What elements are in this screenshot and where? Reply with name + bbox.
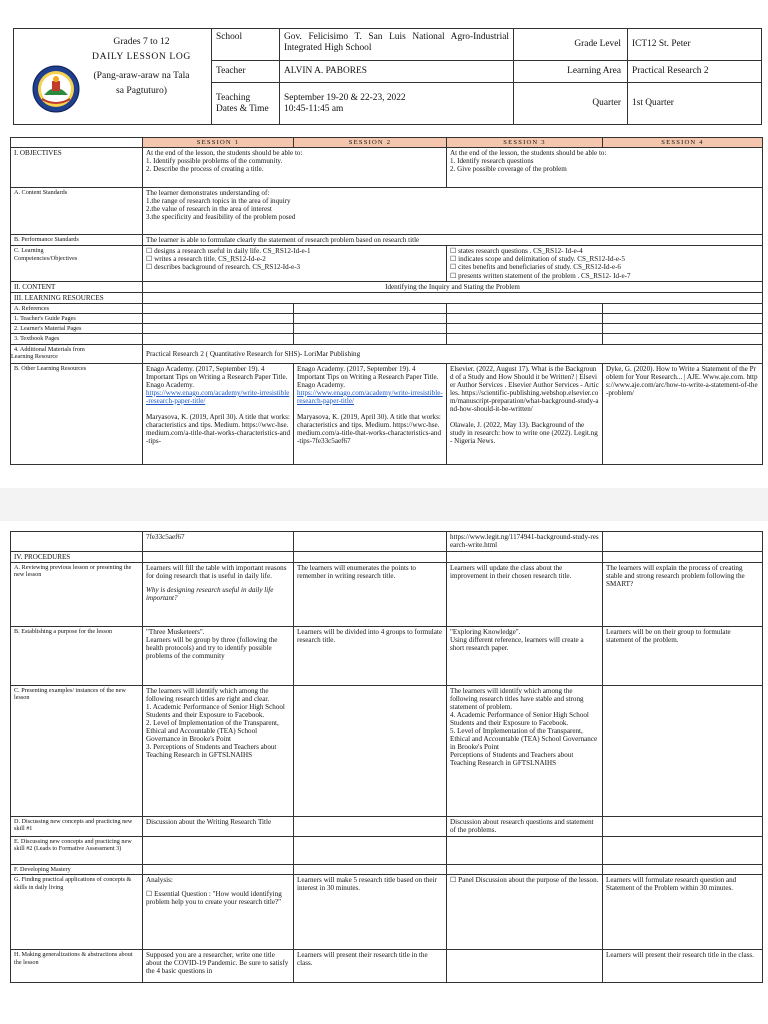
procedure-a-label: A. Reviewing previous lesson or presenting the new lesson <box>11 563 143 627</box>
continued-session-2 <box>294 532 447 552</box>
procedure-a-session-3: Learners will update the class about the improvement in their chosen research title. <box>447 563 603 627</box>
teacher-value: ALVIN A. PABORES <box>280 61 514 83</box>
empty-cell <box>603 313 763 323</box>
empty-cell <box>143 324 294 334</box>
continued-label-cell <box>11 532 143 552</box>
continued-session-3: https://www.legit.ng/1174941-background-study-research-write.html <box>447 532 603 552</box>
empty-cell <box>603 324 763 334</box>
procedure-text: Analysis: <box>146 876 173 885</box>
procedure-g-session-4: Learners will formulate research question and Statement of the Problem within 30 minutes. <box>603 875 763 950</box>
competency-item: ☐ presents written statement of the problem . CS_RS12- Id-e-7 <box>450 271 631 280</box>
motto-line-1: (Pang-araw-araw na Tala <box>93 69 190 81</box>
procedure-text: The learners will identify which among the following research titles have stable and strong statement of problem. <box>450 687 584 712</box>
teaching-time-value: 10:45-11:45 am <box>284 103 344 114</box>
teachers-guide-label: 1. Teacher's Guide Pages <box>11 313 143 323</box>
learning-resources-label: III. LEARNING RESOURCES <box>11 292 143 303</box>
empty-cell <box>447 313 603 323</box>
procedure-a-session-4: The learners will explain the process of creating stable and strong research problem following the SMART? <box>603 563 763 627</box>
example-title: 5. Level of Implementation of the Transparent, Ethical and Accountable (TEA) School Governance in Brooke's Point <box>450 727 598 752</box>
empty-cell <box>143 552 294 563</box>
procedure-text: Using different reference, learners will create a short research paper. <box>450 636 584 653</box>
procedure-e-label: E. Discussing new concepts and practicing new skill #2 (Leads to Formative Assessment 3) <box>11 837 143 865</box>
empty-cell <box>143 334 294 344</box>
procedure-b-session-4: Learners will be on their group to formulate statement of the problem. <box>603 627 763 686</box>
objectives-label: I. OBJECTIVES <box>11 148 143 188</box>
learning-area-label: Learning Area <box>514 61 628 83</box>
teaching-dates-value <box>280 83 514 125</box>
competency-item: ☐ writes a research title. CS_RS12-Id-e-2 <box>146 255 266 264</box>
example-title: 1. Academic Performance of Senior High School Students and their Exposure to Facebook. <box>146 703 285 720</box>
grade-level-value: ICT12 St. Peter <box>628 29 762 61</box>
content-label: II. CONTENT <box>11 281 143 292</box>
procedure-c-session-1 <box>143 686 294 817</box>
empty-cell <box>294 334 447 344</box>
procedure-c-session-4 <box>603 686 763 817</box>
teaching-dates-label-line1: Teaching <box>216 92 251 103</box>
reference-entry: Maryasova, K. (2019, April 30). A title that works: characteristics and tips. Medium. https://wwc-hse.medium.com/a-title-that-works-characteristics-and-tips-7fe33c5aef67 <box>297 412 441 445</box>
session-2-header: SESSION 2 <box>294 138 447 148</box>
additional-materials-label <box>11 344 143 363</box>
content-standards-line: 1.the range of research topics in the area of inquiry <box>146 197 291 206</box>
reference-entry: Dyke, G. (2020). How to Write a Statement of the Problem for Your Research... | AJE. Www.aje.com. https://www.aje.com/arc/how-to-write-a-statement-of-the-problem/ <box>606 364 758 397</box>
empty-cell <box>447 865 603 875</box>
content-text: Identifying the Inquiry and Stating the Problem <box>143 281 763 292</box>
procedure-a-session-1 <box>143 563 294 627</box>
grade-level-label: Grade Level <box>514 29 628 61</box>
teaching-dates-label-line2: Dates & Time <box>216 103 269 114</box>
content-standards-line: 2.the value of research in the area of interest <box>146 205 272 214</box>
reference-link[interactable]: https://www.enago.com/academy/write-irresistible-research-paper-title/ <box>297 388 443 405</box>
procedure-d-session-4 <box>603 817 763 837</box>
grades-label: Grades 7 to 12 <box>113 36 170 47</box>
content-standards-line: The learner demonstrates understanding of: <box>146 189 270 198</box>
objective-item: 1. Identify possible problems of the community. <box>146 157 283 166</box>
objectives-intro: At the end of the lesson, the students should be able to: <box>450 149 607 158</box>
empty-cell <box>603 837 763 865</box>
procedure-g-session-1 <box>143 875 294 950</box>
procedure-text: Learners will be group by three (following the health protocols) and try to identify possible problems of the community <box>146 636 278 661</box>
page-2 <box>0 521 768 1024</box>
procedure-h-label: H. Making generalizations & abstractions about the lesson <box>11 950 143 983</box>
references-label: A. References <box>11 303 143 313</box>
competencies-label <box>11 246 143 281</box>
procedure-text: The learners will identify which among the following research titles are right and clear. <box>146 687 270 704</box>
reference-entry: Maryasova, K. (2019, April 30). A title that works: characteristics and tips. Medium. https://wwc-hse.medium.com/a-title-that-works-characteristics-and-tips- <box>146 412 290 445</box>
empty-cell <box>447 552 603 563</box>
competencies-session-1-2 <box>143 246 447 281</box>
competencies-label-line2: Competencies/Objectives <box>14 254 78 262</box>
performance-standards-text: The learner is able to formulate clearly the statement of research problem based on research title <box>143 235 763 246</box>
content-standards-line: 3.the specificity and feasibility of the problem posed <box>146 213 296 222</box>
procedure-a-session-2: The learners will enumerates the points to remember in writing research title. <box>294 563 447 627</box>
motto-line-2: sa Pagtuturo) <box>116 84 167 96</box>
header-table <box>13 28 762 125</box>
reference-entry: Elsevier. (2022, August 17). What is the Background of a Study and How Should it be Written? | Elsevier Author Services . Elsevier Author Services - Articles. https://scientific-publishing.webshop.elsevier.com/manuscript-preparation/what-background-study-and-how-should-it-be-written/ <box>450 364 599 413</box>
objectives-session-1-2 <box>143 148 447 188</box>
empty-cell <box>143 303 294 313</box>
teaching-dates-value-line1: September 19-20 & 22-23, 2022 <box>284 92 406 103</box>
empty-cell <box>294 552 447 563</box>
header-title-block <box>74 35 209 98</box>
empty-cell <box>294 865 447 875</box>
session-4-header: SESSION 4 <box>603 138 763 148</box>
school-value: Gov. Felicisimo T. San Luis National Agro-Industrial Integrated High School <box>280 29 514 61</box>
page-1 <box>0 0 768 488</box>
competency-item: ☐ designs a research useful in daily life. CS_RS12-Id-e-1 <box>146 247 311 256</box>
header-left-cell <box>14 29 212 125</box>
objectives-intro: At the end of the lesson, the students should be able to: <box>146 149 303 158</box>
deped-seal-logo <box>32 65 80 113</box>
competencies-label-line1: C. Learning <box>14 247 44 255</box>
other-resources-session-3 <box>447 363 603 464</box>
procedure-b-session-3 <box>447 627 603 686</box>
procedure-b-label: B. Establishing a purpose for the lesson <box>11 627 143 686</box>
school-label: School <box>212 29 280 61</box>
daily-lesson-log-title: DAILY LESSON LOG <box>92 50 191 62</box>
competency-item: ☐ indicates scope and delimitation of study. CS_RS12-Id-e-5 <box>450 255 625 264</box>
reference-link[interactable]: https://www.enago.com/academy/write-irresistible-research-paper-title/ <box>146 388 290 405</box>
continued-session-4 <box>603 532 763 552</box>
other-resources-label: B. Other Learning Resources <box>11 363 143 464</box>
procedure-b-session-2: Learners will be divided into 4 groups to formulate research title. <box>294 627 447 686</box>
procedure-f-label: F. Developing Mastery <box>11 865 143 875</box>
example-title: Perceptions of Students and Teachers about Teaching Research in GFTSLNAIHS <box>450 751 574 768</box>
empty-cell <box>143 313 294 323</box>
lesson-table-page-1 <box>10 137 763 465</box>
procedure-g-session-2: Learners will make 5 research title based on their interest in 30 minutes. <box>294 875 447 950</box>
activity-title: "Three Musketeers". <box>146 628 205 637</box>
procedure-h-session-3 <box>447 950 603 983</box>
procedure-h-session-2: Learners will present their research title in the class. <box>294 950 447 983</box>
additional-materials-label-line2: Learning Resource <box>11 353 58 361</box>
quarter-label: Quarter <box>514 83 628 125</box>
guide-question: Why is designing research useful in daily life important? <box>146 586 274 603</box>
empty-cell <box>447 324 603 334</box>
essential-question: ☐ Essential Question : "How would identifying problem help you to create your research title?" <box>146 890 282 907</box>
competency-item: ☐ describes background of research. CS_RS12-Id-e-3 <box>146 263 301 272</box>
empty-cell <box>294 303 447 313</box>
procedure-b-session-1 <box>143 627 294 686</box>
learners-material-label: 2. Learner's Material Pages <box>11 324 143 334</box>
competency-item: ☐ cites benefits and beneficiaries of study. CS_RS12-Id-e-6 <box>450 263 621 272</box>
procedure-h-session-1: Supposed you are a researcher, write one title about the COVID-19 Pandemic. Be sure to satisfy the 4 basic questions in <box>143 950 294 983</box>
procedure-text: Learners will fill the table with important reasons for doing research that is useful in daily life. <box>146 564 287 581</box>
empty-cell <box>143 865 294 875</box>
procedures-label: IV. PROCEDURES <box>11 552 143 563</box>
procedure-h-session-4: Learners will present their research title in the class. <box>603 950 763 983</box>
empty-cell <box>294 313 447 323</box>
lesson-table-page-2 <box>10 531 763 983</box>
competencies-session-3-4 <box>447 246 763 281</box>
procedure-g-label: G. Finding practical applications of concepts & skills in daily living <box>11 875 143 950</box>
procedure-g-session-3: ☐ Panel Discussion about the purpose of the lesson. <box>447 875 603 950</box>
continued-session-1: 7fe33c5aef67 <box>143 532 294 552</box>
example-title: 3. Perceptions of Students and Teachers about Teaching Research in GFTSLNAIHS <box>146 743 277 760</box>
objective-item: 2. Describe the process of creating a title. <box>146 165 264 174</box>
teacher-label: Teacher <box>212 61 280 83</box>
empty-cell <box>447 837 603 865</box>
session-1-header: SESSION 1 <box>143 138 294 148</box>
procedure-d-session-3: Discussion about research questions and statement of the problems. <box>447 817 603 837</box>
empty-cell <box>603 334 763 344</box>
procedure-d-session-1: Discussion about the Writing Research Title <box>143 817 294 837</box>
other-resources-session-1 <box>143 363 294 464</box>
teaching-dates-label <box>212 83 280 125</box>
empty-cell <box>603 552 763 563</box>
procedure-c-session-3 <box>447 686 603 817</box>
objectives-session-3-4 <box>447 148 763 188</box>
reference-entry: Olawale, J. (2022, May 13). Background of the study in research: how to write one (2022). Legit.ng - Nigeria News. <box>450 420 598 445</box>
objective-item: 2. Give possible coverage of the problem <box>450 165 567 174</box>
corner-cell <box>11 138 143 148</box>
content-standards-label: A. Content Standards <box>11 188 143 235</box>
procedure-c-session-2 <box>294 686 447 817</box>
additional-materials-text: Practical Research 2 ( Quantitative Research for SHS)- LoriMar Publishing <box>143 344 763 363</box>
empty-cell <box>603 865 763 875</box>
empty-cell <box>603 303 763 313</box>
procedure-d-session-2 <box>294 817 447 837</box>
empty-cell <box>294 324 447 334</box>
learning-area-value: Practical Research 2 <box>628 61 762 83</box>
learning-resources-empty <box>143 292 763 303</box>
procedure-c-label: C. Presenting examples/ instances of the new lesson <box>11 686 143 817</box>
empty-cell <box>447 303 603 313</box>
empty-cell <box>294 837 447 865</box>
quarter-value: 1st Quarter <box>628 83 762 125</box>
performance-standards-label: B. Performance Standards <box>11 235 143 246</box>
objective-item: 1. Identify research questions <box>450 157 534 166</box>
example-title: 2. Level of Implementation of the Transparent, Ethical and Accountable (TEA) School Governance in Brooke's Point <box>146 719 279 744</box>
competency-item: ☐ states research questions . CS_RS12- Id-e-4 <box>450 247 583 256</box>
example-title: 4. Academic Performance of Senior High School Students and their Exposure to Facebook. <box>450 711 589 728</box>
other-resources-session-4 <box>603 363 763 464</box>
session-3-header: SESSION 3 <box>447 138 603 148</box>
reference-entry: Enago Academy. (2017, September 19). 4 Important Tips on Writing a Research Paper Title. Enago Academy. <box>297 364 439 389</box>
additional-materials-label-line1: 4. Additional Materials from <box>14 345 85 353</box>
textbook-label: 3. Textbook Pages <box>11 334 143 344</box>
empty-cell <box>447 334 603 344</box>
other-resources-session-2 <box>294 363 447 464</box>
empty-cell <box>143 837 294 865</box>
procedure-d-label: D. Discussing new concepts and practicing new skill #1 <box>11 817 143 837</box>
activity-title: "Exploring Knowledge". <box>450 628 521 637</box>
content-standards-text <box>143 188 763 235</box>
reference-entry: Enago Academy. (2017, September 19). 4 Important Tips on Writing a Research Paper Title. Enago Academy. <box>146 364 288 389</box>
